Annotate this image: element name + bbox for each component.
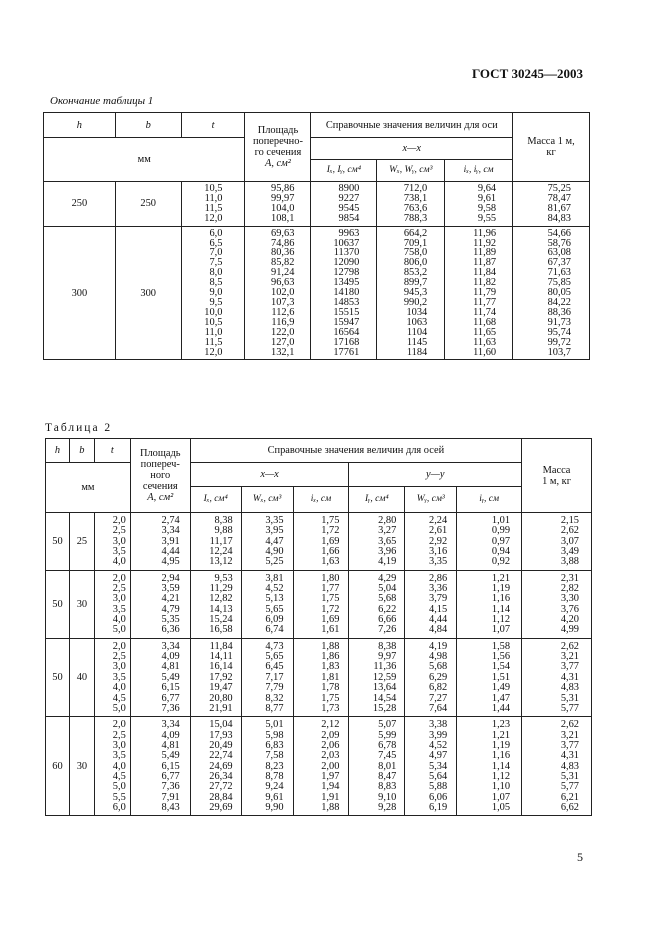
cell-ix-column: 1,75 1,72 1,69 1,66 1,63 [293,513,349,571]
page-number: 5 [577,850,583,864]
cell-b: 25 [69,513,94,571]
cell-A-column: 2,74 3,34 3,91 4,44 4,95 [130,513,190,571]
cell-b: 40 [69,638,94,716]
cell-I-column: 8900 9227 9545 9854 [311,182,377,227]
col-t: t [94,439,130,463]
cell-iy-column: 1,58 1,56 1,54 1,51 1,49 1,47 1,44 [457,638,522,716]
cell-A-column: 95,86 99,97 104,0 108,1 [245,182,311,227]
cell-ix-column: 1,80 1,77 1,75 1,72 1,69 1,61 [293,570,349,638]
table-row [46,717,592,816]
cell-A-column: 2,94 3,59 4,21 4,79 5,35 6,36 [130,570,190,638]
table-row [46,570,592,638]
cell-i-column: 9,64 9,61 9,58 9,55 [445,182,513,227]
cell-Iy-column: 2,80 3,27 3,65 3,96 4,19 [349,513,405,571]
cell-h: 50 [46,513,70,571]
cell-Wy-column: 3,38 3,99 4,52 4,97 5,34 5,64 5,88 6,06 6,19 [405,717,457,816]
document-code: ГОСТ 30245—2003 [471,66,583,81]
cell-iy-column: 1,01 0,99 0,97 0,94 0,92 [457,513,522,571]
col-ref-values: Справочные значения величин для осей [190,439,521,463]
cell-t-column: 6,0 6,5 7,0 7,5 8,0 8,5 9,0 9,5 10,0 10,5 11,0 11,5 12,0 [181,226,245,360]
table1-caption: Окончание таблицы 1 [50,95,154,107]
col-i: iₓ, iᵧ, см [445,160,513,182]
cell-i-column: 11,96 11,92 11,89 11,87 11,84 11,82 11,79 11,77 11,74 11,68 11,65 11,63 11,60 [445,226,513,360]
col-Wx: Wₓ, см³ [241,487,293,513]
col-b: b [69,439,94,463]
cell-ix-column: 1,88 1,86 1,83 1,81 1,78 1,75 1,73 [293,638,349,716]
cell-b: 250 [115,182,181,227]
cell-m-column: 75,25 78,47 81,67 84,83 [513,182,590,227]
cell-I-column: 9963 10637 11370 12090 12798 13495 14180 14853 15515 15947 16564 17168 17761 [311,226,377,360]
cell-A-column: 3,34 4,09 4,81 5,49 6,15 6,77 7,36 [130,638,190,716]
cell-W-column: 712,0 738,1 763,6 788,3 [377,182,445,227]
cell-t-column: 2,0 2,5 3,0 3,5 4,0 [94,513,130,571]
col-Ix: Iₓ, см⁴ [190,487,241,513]
cell-Wx-column: 4,73 5,65 6,45 7,17 7,79 8,32 8,77 [241,638,293,716]
axis-x-label: x—x [190,463,349,487]
cell-ix-column: 2,12 2,09 2,06 2,03 2,00 1,97 1,94 1,91 1,88 [293,717,349,816]
col-I: Iₓ, Iᵧ, см⁴ [311,160,377,182]
axis-y-label: y—y [349,463,522,487]
col-area: Площадь поперечно- го сечения A, см² [245,113,311,182]
axis-label: x—x [311,138,513,160]
col-area: Площадь попереч- ного сечения A, см² [130,439,190,513]
table2 [45,438,592,816]
cell-Wy-column: 4,19 4,98 5,68 6,29 6,82 7,27 7,64 [405,638,457,716]
cell-m-column: 2,31 2,82 3,30 3,76 4,20 4,99 [522,570,592,638]
col-b: b [115,113,181,138]
cell-iy-column: 1,21 1,19 1,16 1,14 1,12 1,07 [457,570,522,638]
cell-h: 50 [46,638,70,716]
cell-b: 30 [69,570,94,638]
col-t: t [181,113,245,138]
cell-Wy-column: 2,24 2,61 2,92 3,16 3,35 [405,513,457,571]
table-row [46,513,592,571]
col-ix: iₓ, см [293,487,349,513]
cell-A-column: 69,63 74,86 80,36 85,82 91,24 96,63 102,0 107,3 112,6 116,9 122,0 127,0 132,1 [245,226,311,360]
col-ref-values: Справочные значения величин для оси [311,113,513,138]
cell-t-column: 2,0 2,5 3,0 3,5 4,0 4,5 5,0 5,5 6,0 [94,717,130,816]
col-W: Wₓ, Wᵧ, см³ [377,160,445,182]
cell-h: 50 [46,570,70,638]
cell-t-column: 2,0 2,5 3,0 3,5 4,0 4,5 5,0 [94,638,130,716]
cell-Iy-column: 8,38 9,97 11,36 12,59 13,64 14,54 15,28 [349,638,405,716]
cell-m-column: 2,15 2,62 3,07 3,49 3,88 [522,513,592,571]
col-Wy: Wᵧ, см³ [405,487,457,513]
table1 [43,112,590,360]
cell-Ix-column: 8,38 9,88 11,17 12,24 13,12 [190,513,241,571]
unit-mm: мм [46,463,131,513]
cell-Ix-column: 9,53 11,29 12,82 14,13 15,24 16,58 [190,570,241,638]
cell-Wx-column: 5,01 5,98 6,83 7,58 8,23 8,78 9,24 9,61 9,90 [241,717,293,816]
cell-Wx-column: 3,81 4,52 5,13 5,65 6,09 6,74 [241,570,293,638]
unit-mm: мм [44,138,245,182]
cell-b: 30 [69,717,94,816]
cell-m-column: 2,62 3,21 3,77 4,31 4,83 5,31 5,77 6,21 6,62 [522,717,592,816]
cell-t-column: 10,5 11,0 11,5 12,0 [181,182,245,227]
col-h: h [44,113,116,138]
cell-h: 250 [44,182,116,227]
cell-b: 300 [115,226,181,360]
cell-Iy-column: 5,07 5,99 6,78 7,45 8,01 8,47 8,83 9,10 9,28 [349,717,405,816]
cell-Ix-column: 11,84 14,11 16,14 17,92 19,47 20,80 21,91 [190,638,241,716]
col-h: h [46,439,70,463]
cell-h: 60 [46,717,70,816]
cell-t-column: 2,0 2,5 3,0 3,5 4,0 5,0 [94,570,130,638]
cell-m-column: 54,66 58,76 63,08 67,37 71,63 75,85 80,05 84,22 88,36 91,73 95,74 99,72 103,7 [513,226,590,360]
table2-caption: Таблица 2 [45,422,113,434]
cell-iy-column: 1,23 1,21 1,19 1,16 1,14 1,12 1,10 1,07 1,05 [457,717,522,816]
cell-Wx-column: 3,35 3,95 4,47 4,90 5,25 [241,513,293,571]
col-mass: Масса 1 м, кг [522,439,592,513]
cell-A-column: 3,34 4,09 4,81 5,49 6,15 6,77 7,36 7,91 8,43 [130,717,190,816]
cell-Wy-column: 2,86 3,36 3,79 4,15 4,44 4,84 [405,570,457,638]
table-row [46,638,592,716]
col-mass: Масса 1 м, кг [513,113,590,182]
cell-W-column: 664,2 709,1 758,0 806,0 853,2 899,7 945,3 990,2 1034 1063 1104 1145 1184 [377,226,445,360]
col-Iy: Iᵧ, см⁴ [349,487,405,513]
col-iy: iᵧ, см [457,487,522,513]
cell-m-column: 2,62 3,21 3,77 4,31 4,83 5,31 5,77 [522,638,592,716]
table-row [44,226,590,360]
cell-Ix-column: 15,04 17,93 20,49 22,74 24,69 26,34 27,72 28,84 29,69 [190,717,241,816]
cell-h: 300 [44,226,116,360]
cell-Iy-column: 4,29 5,04 5,68 6,22 6,66 7,26 [349,570,405,638]
table-row [44,182,590,227]
